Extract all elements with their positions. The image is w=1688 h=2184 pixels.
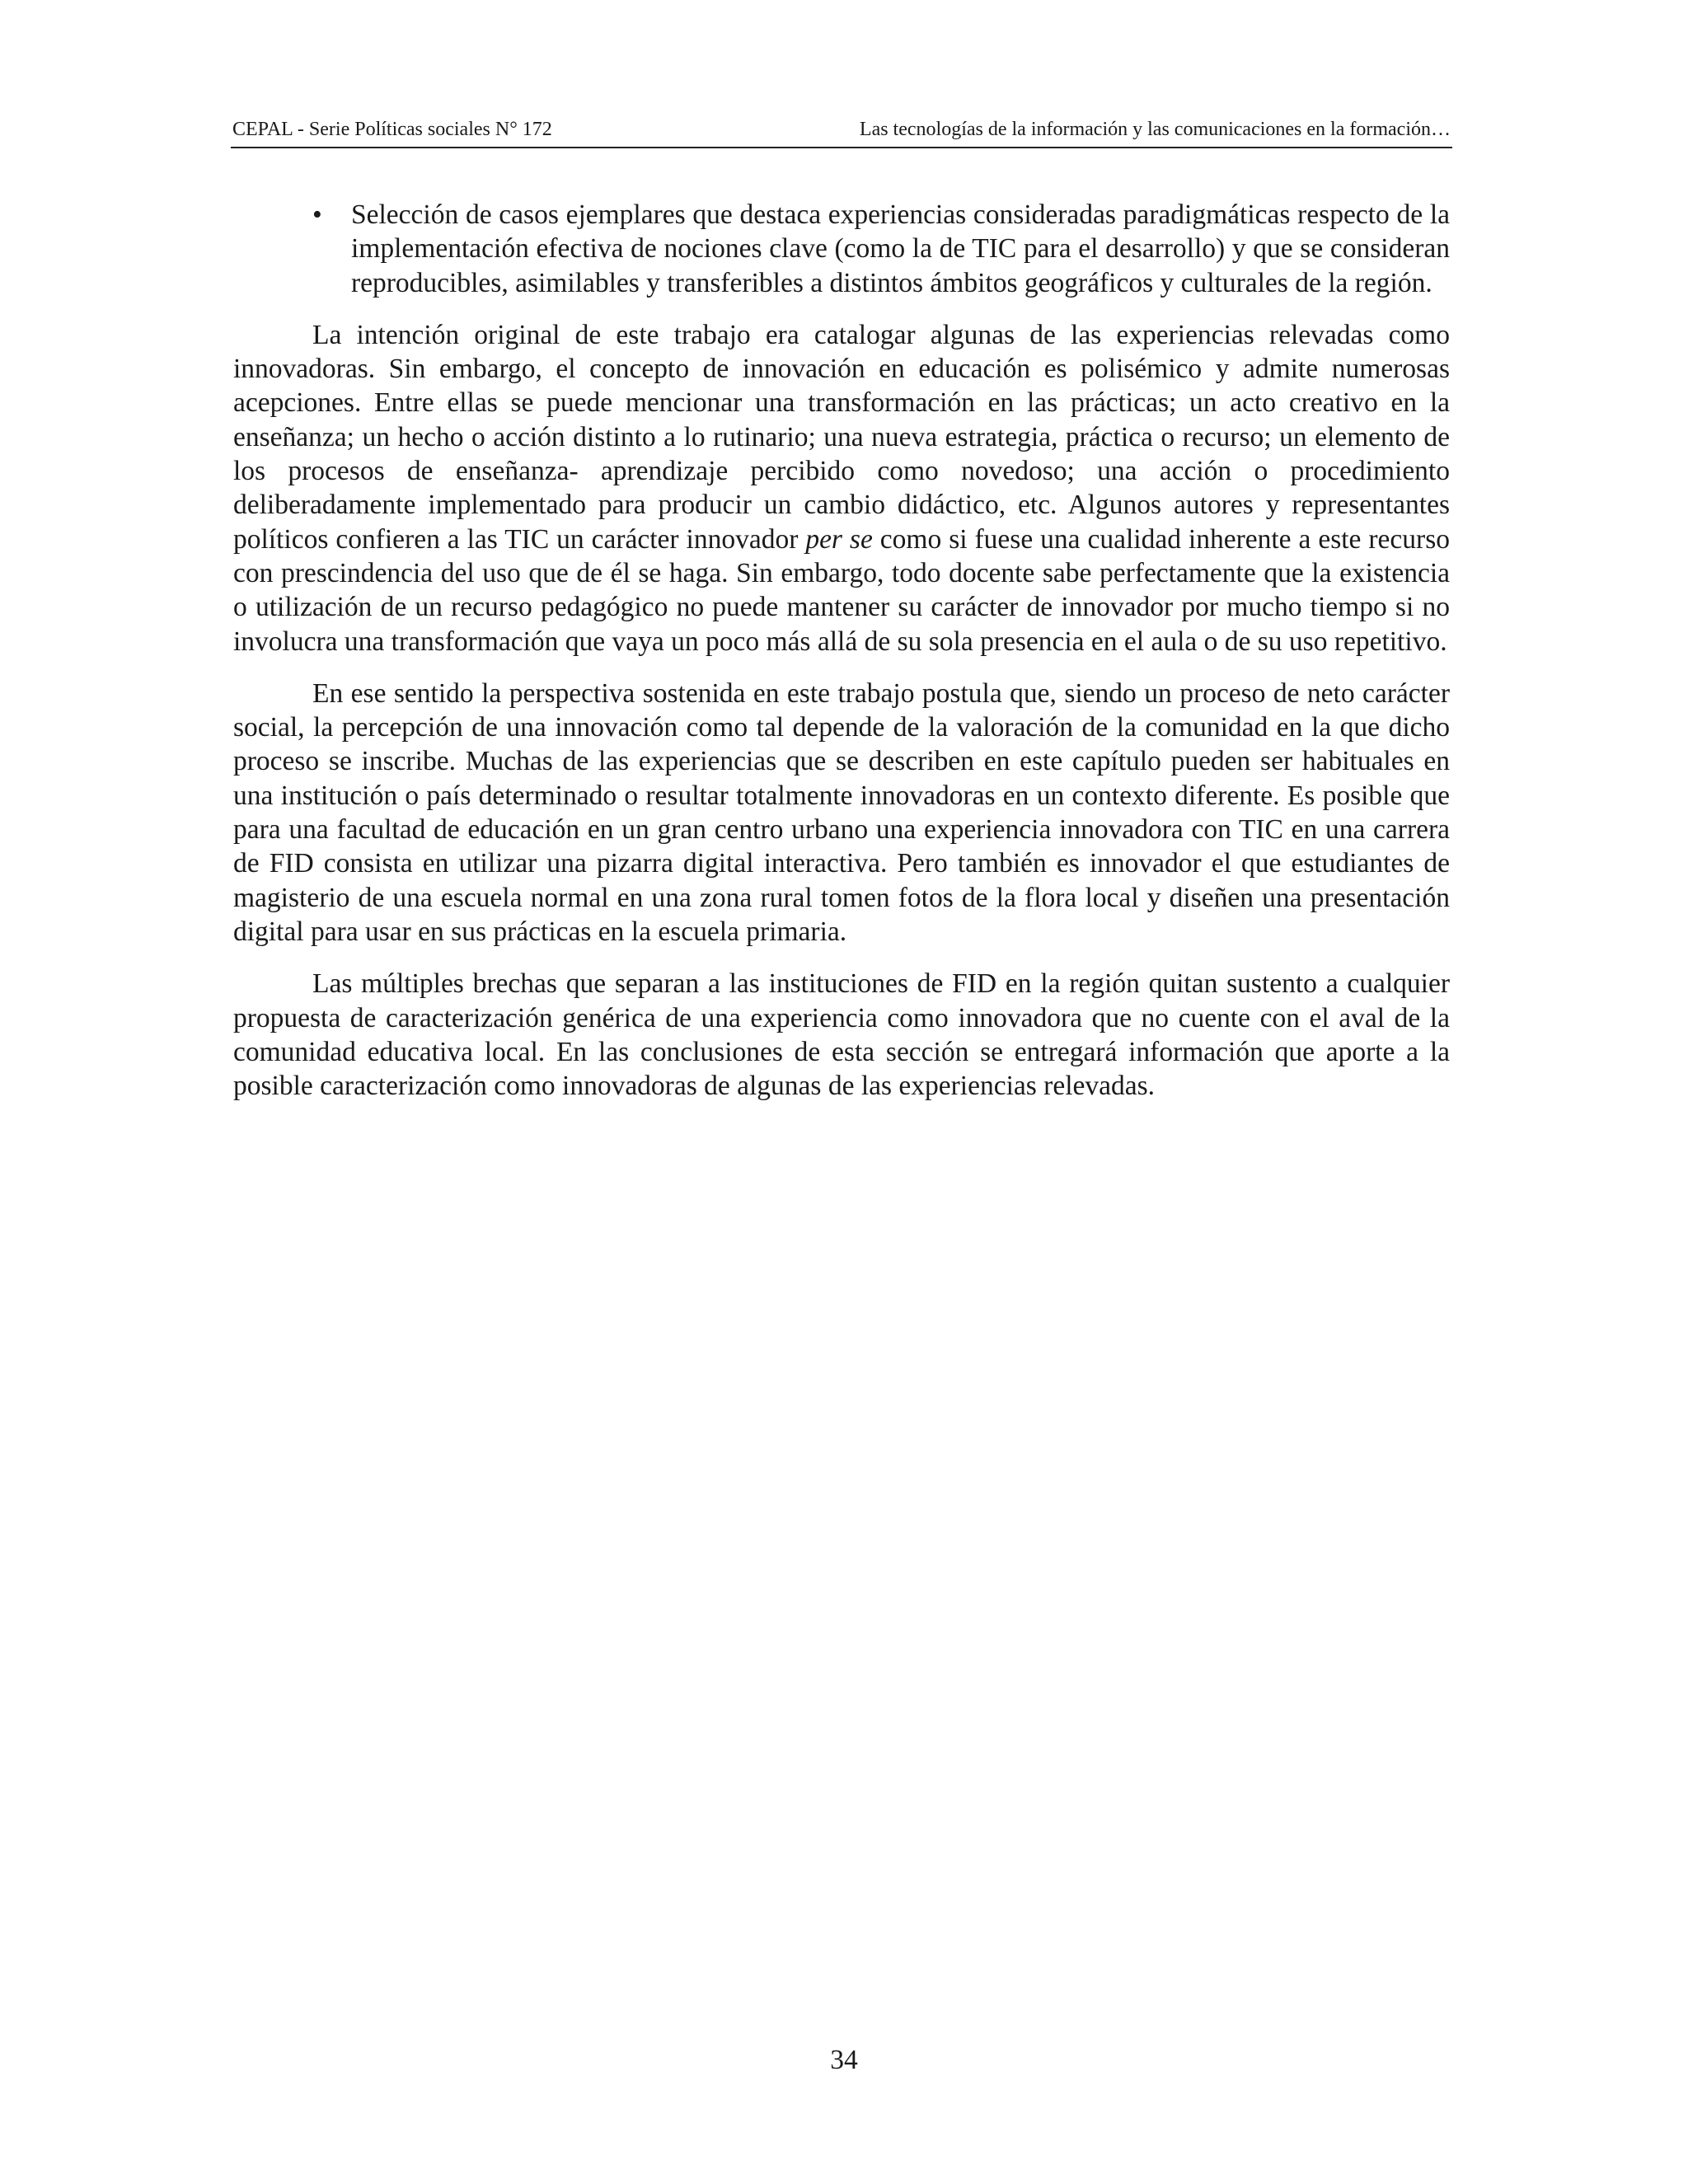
body-text [233,198,1450,1121]
bullet-icon: • [312,199,322,230]
paragraph-text: Las múltiples brechas que separan a las instituciones de FID en la región quitan sustento a cualquier propuesta de caracterización genérica de una experiencia como innovadora que no cuente con el aval de la comunidad educativa local. En las conclusiones de esta sección se entregará información que aporte a la posible caracterización como innovadoras de algunas de las experiencias relevadas. [233,968,1450,1102]
paragraph-text: como si fuese una cualidad inherente a este recurso con prescindencia del uso que de él se haga. Sin embargo, todo docente sabe perfectamente que la existencia o utilización de un recurso pedagógico no puede mantener su carácter de innovador por mucho tiempo si no involucra una transformación que vaya un poco más allá de su sola presencia en el aula o de su uso repetitivo. [233,523,1450,657]
running-header [231,115,1452,148]
bullet-text: Selección de casos ejemplares que destaca experiencias consideradas paradigmáticas respecto de la implementación efectiva de nociones clave (como la de TIC para el desarrollo) y que se consideran reproducibles, asimilables y transferibles a distintos ámbitos geográficos y culturales de la región. [351,199,1450,298]
page-number: 34 [830,2045,858,2075]
paragraph-innovation-concept [233,318,1450,658]
paragraph-gaps [233,967,1450,1103]
paragraph-social-perspective [233,677,1450,949]
header-document-title: Las tecnologías de la información y las comunicaciones en la formación… [859,119,1451,140]
italic-phrase: per se [805,523,873,555]
bullet-list-item [233,198,1450,300]
paragraph-text: En ese sentido la perspectiva sostenida en este trabajo postula que, siendo un proceso de neto carácter social, la percepción de una innovación como tal depende de la valoración de la comunidad en la que dicho proceso se inscribe. Muchas de las experiencias que se describen en este capítulo pueden ser habituales en una institución o país determinado o resultar totalmente innovadoras en un contexto diferente. Es posible que para una facultad de educación en un gran centro urbano una experiencia innovadora con TIC en una carrera de FID consista en utilizar una pizarra digital interactiva. Pero también es innovador el que estudiantes de magisterio de una escuela normal en una zona rural tomen fotos de la flora local y diseñen una presentación digital para usar en sus prácticas en la escuela primaria. [233,677,1450,947]
header-series-title: CEPAL - Serie Políticas sociales N° 172 [232,119,552,140]
paragraph-text: La intención original de este trabajo era catalogar algunas de las experiencias relevadas como innovadoras. Sin embargo, el concepto de innovación en educación es polisémico y admite numerosas acepciones. Entre ellas se puede mencionar una transformación en las prácticas; un acto creativo en la enseñanza; un hecho o acción distinto a lo rutinario; una nueva estrategia, práctica o recurso; un elemento de los procesos de enseñanza- aprendizaje percibido como novedoso; una acción o procedimiento deliberadamente implementado para producir un cambio didáctico, etc. Algunos autores y representantes políticos confieren a las TIC un carácter innovador [233,319,1450,555]
